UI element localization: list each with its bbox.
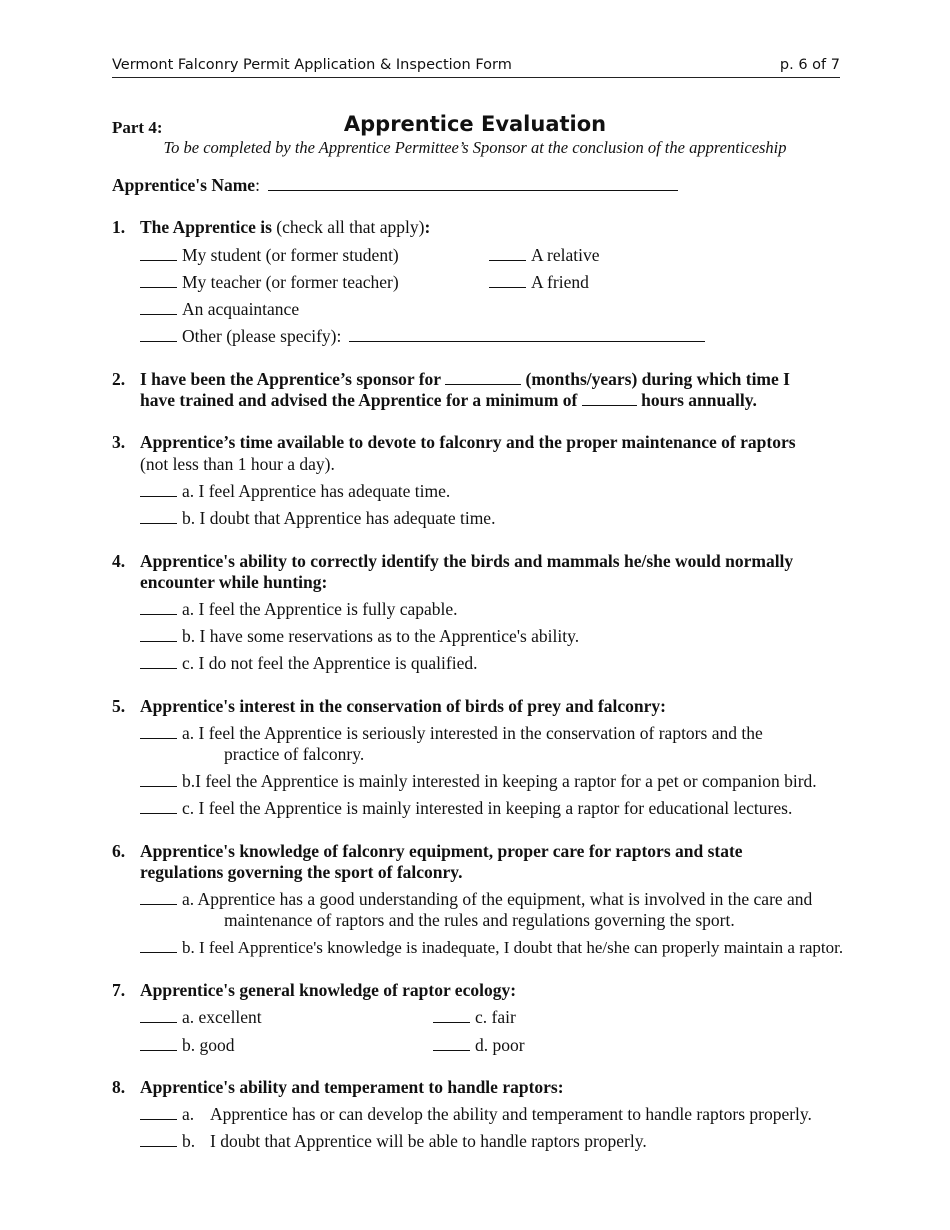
form-title: Vermont Falconry Permit Application & Inspection Form [112, 57, 512, 73]
q7-option-b [140, 1035, 235, 1056]
q8-option-b [140, 1131, 195, 1152]
option-label: a. I feel the Apprentice is seriously interested in the conservation of raptors and the [182, 723, 763, 743]
q4-option-a [140, 599, 458, 620]
q2-text: hours annually. [641, 390, 757, 410]
option-label: a. I feel Apprentice has adequate time. [182, 481, 451, 501]
q8-number: 8. [112, 1077, 126, 1097]
q4-title-line2: encounter while hunting: [140, 572, 328, 592]
check-blank[interactable] [140, 627, 177, 642]
q5-number: 5. [112, 696, 126, 716]
check-blank[interactable] [140, 938, 177, 953]
check-blank[interactable] [140, 890, 177, 905]
check-blank[interactable] [140, 246, 177, 261]
check-blank[interactable] [140, 1105, 177, 1120]
option-label: d. poor [475, 1035, 525, 1055]
check-blank[interactable] [140, 772, 177, 787]
q2-duration-field[interactable] [445, 369, 521, 385]
q1-other-specify-field[interactable] [349, 326, 705, 342]
check-blank[interactable] [140, 654, 177, 669]
colon: : [255, 175, 260, 195]
q2-number: 2. [112, 369, 126, 389]
q8-option-b-text: I doubt that Apprentice will be able to handle raptors properly. [210, 1131, 647, 1151]
q1-option-teacher [140, 272, 399, 293]
section-subtitle: To be completed by the Apprentice Permittee’s Sponsor at the conclusion of the apprenticeship [163, 138, 787, 157]
q1-option-friend [489, 272, 589, 293]
q6-title-line1: Apprentice's knowledge of falconry equipment, proper care for raptors and state [140, 841, 743, 861]
option-label: An acquaintance [182, 299, 300, 319]
q8-option-a-text: Apprentice has or can develop the ability and temperament to handle raptors properly. [210, 1104, 812, 1124]
q3-option-b [140, 508, 495, 529]
q7-option-c [433, 1007, 516, 1028]
option-label: A relative [531, 245, 600, 265]
q2-text: I have been the Apprentice’s sponsor for [140, 369, 441, 389]
check-blank[interactable] [140, 482, 177, 497]
option-label: c. fair [475, 1007, 516, 1027]
q7-option-d [433, 1035, 525, 1056]
apprentice-name-field[interactable] [268, 175, 678, 191]
option-label: a. Apprentice has a good understanding of the equipment, what is involved in the care and [182, 889, 813, 909]
q6-option-a [140, 889, 812, 910]
check-blank[interactable] [433, 1008, 470, 1023]
q2-line1 [140, 369, 790, 390]
section-title: Apprentice Evaluation [343, 112, 607, 136]
page-number: p. 6 of 7 [779, 57, 840, 73]
q2-line2 [140, 390, 757, 411]
option-label: A friend [531, 272, 589, 292]
apprentice-name-label: Apprentice's Name [112, 175, 256, 195]
check-blank[interactable] [140, 1036, 177, 1051]
q6-option-a-continued: maintenance of raptors and the rules and regulations governing the sport. [224, 910, 735, 930]
part-label: Part 4: [112, 118, 163, 137]
check-blank[interactable] [140, 799, 177, 814]
check-blank[interactable] [140, 300, 177, 315]
option-label: b. I have some reservations as to the Apprentice's ability. [182, 626, 580, 646]
option-label: Other (please specify): [182, 326, 342, 346]
q3-number: 3. [112, 432, 126, 452]
q1-option-acquaintance [140, 299, 299, 320]
check-blank[interactable] [140, 1008, 177, 1023]
q1-number: 1. [112, 217, 126, 237]
q5-option-b [140, 771, 817, 792]
check-blank[interactable] [140, 1132, 177, 1147]
q1-option-relative [489, 245, 600, 266]
option-label: b. good [182, 1035, 235, 1055]
check-blank[interactable] [140, 724, 177, 739]
q5-option-c [140, 798, 792, 819]
q6-number: 6. [112, 841, 126, 861]
q1-lead: The Apprentice is [140, 217, 272, 237]
q8-title: Apprentice's ability and temperament to handle raptors: [140, 1077, 564, 1097]
option-label: c. I feel the Apprentice is mainly interested in keeping a raptor for educational lectures. [182, 798, 793, 818]
q7-option-a [140, 1007, 262, 1028]
option-label: a. I feel the Apprentice is fully capable. [182, 599, 458, 619]
q4-option-b [140, 626, 579, 647]
option-letter: b. [182, 1131, 196, 1151]
check-blank[interactable] [140, 273, 177, 288]
q5-option-a [140, 723, 763, 744]
check-blank[interactable] [489, 246, 526, 261]
q4-number: 4. [112, 551, 126, 571]
q2-hours-field[interactable] [582, 390, 637, 406]
q7-title: Apprentice's general knowledge of raptor ecology: [140, 980, 517, 1000]
option-label: My student (or former student) [182, 245, 399, 265]
check-blank[interactable] [489, 273, 526, 288]
option-label: b. I doubt that Apprentice has adequate time. [182, 508, 496, 528]
q3-option-a [140, 481, 450, 502]
q1-prompt [140, 217, 430, 238]
check-blank[interactable] [140, 509, 177, 524]
option-label: My teacher (or former teacher) [182, 272, 399, 292]
q1-option-other [140, 326, 705, 347]
q5-title: Apprentice's interest in the conservation of birds of prey and falconry: [140, 696, 666, 716]
check-blank[interactable] [140, 327, 177, 342]
q5-option-a-continued: practice of falconry. [224, 744, 365, 764]
option-label: c. I do not feel the Apprentice is qualified. [182, 653, 478, 673]
q3-note: (not less than 1 hour a day). [140, 454, 335, 474]
q3-title: Apprentice’s time available to devote to falconry and the proper maintenance of raptors [140, 432, 796, 452]
option-label: b.I feel the Apprentice is mainly interested in keeping a raptor for a pet or companion bird. [182, 771, 817, 791]
option-letter: a. [182, 1104, 195, 1124]
q6-option-b [140, 937, 843, 958]
option-label: b. I feel Apprentice's knowledge is inadequate, I doubt that he/she can properly maintain a raptor. [182, 938, 844, 957]
option-label: a. excellent [182, 1007, 262, 1027]
q2-text: (months/years) during which time I [525, 369, 790, 389]
q4-option-c [140, 653, 477, 674]
q8-option-a [140, 1104, 194, 1125]
check-blank[interactable] [433, 1036, 470, 1051]
q4-title-line1: Apprentice's ability to correctly identify the birds and mammals he/she would normally [140, 551, 794, 571]
page-header [112, 57, 840, 78]
q1-hint: (check all that apply) [276, 217, 425, 237]
q6-title-line2: regulations governing the sport of falconry. [140, 862, 463, 882]
apprentice-name-row [112, 175, 678, 196]
q7-number: 7. [112, 980, 126, 1000]
q2-text: have trained and advised the Apprentice for a minimum of [140, 390, 578, 410]
q1-option-student [140, 245, 399, 266]
check-blank[interactable] [140, 600, 177, 615]
q1-colon: : [424, 217, 431, 237]
